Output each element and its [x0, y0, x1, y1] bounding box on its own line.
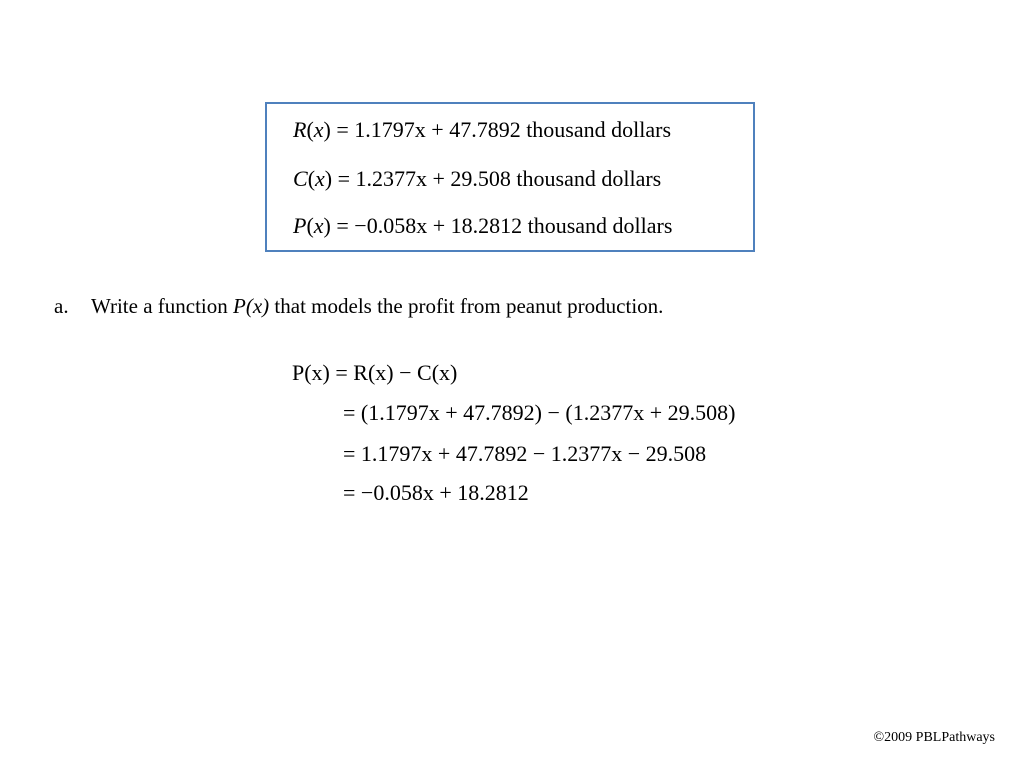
- profit-expression: −0.058x + 18.2812 thousand dollars: [354, 213, 673, 238]
- cost-expression: 1.2377x + 29.508 thousand dollars: [355, 166, 662, 191]
- question-text-before: Write a function: [91, 294, 234, 318]
- question-a: [54, 296, 663, 317]
- solution-step-2: = (1.1797x + 47.7892) − (1.2377x + 29.508): [343, 400, 736, 425]
- question-text-after: that models the profit from peanut production.: [269, 294, 664, 318]
- profit-function-name: P: [293, 213, 307, 238]
- solution-step-1: P(x) = R(x) − C(x): [292, 360, 458, 385]
- profit-function-arg: x: [313, 213, 324, 238]
- revenue-function-arg: x: [313, 117, 324, 142]
- cost-equation: C(x) = 1.2377x + 29.508 thousand dollars: [293, 166, 662, 191]
- copyright-footer: ©2009 PBLPathways: [873, 730, 995, 745]
- question-marker: a.: [54, 294, 69, 318]
- question-function: P(x): [233, 294, 270, 318]
- revenue-equation: R(x) = 1.1797x + 47.7892 thousand dollars: [293, 117, 672, 142]
- revenue-function-name: R: [293, 117, 307, 142]
- revenue-expression: 1.1797x + 47.7892 thousand dollars: [354, 117, 672, 142]
- solution-step-3: = 1.1797x + 47.7892 − 1.2377x − 29.508: [343, 441, 707, 466]
- cost-function-name: C: [293, 166, 308, 191]
- profit-equation: P(x) = −0.058x + 18.2812 thousand dollars: [293, 213, 673, 238]
- cost-function-arg: x: [315, 166, 325, 191]
- solution-step-4: = −0.058x + 18.2812: [343, 480, 529, 505]
